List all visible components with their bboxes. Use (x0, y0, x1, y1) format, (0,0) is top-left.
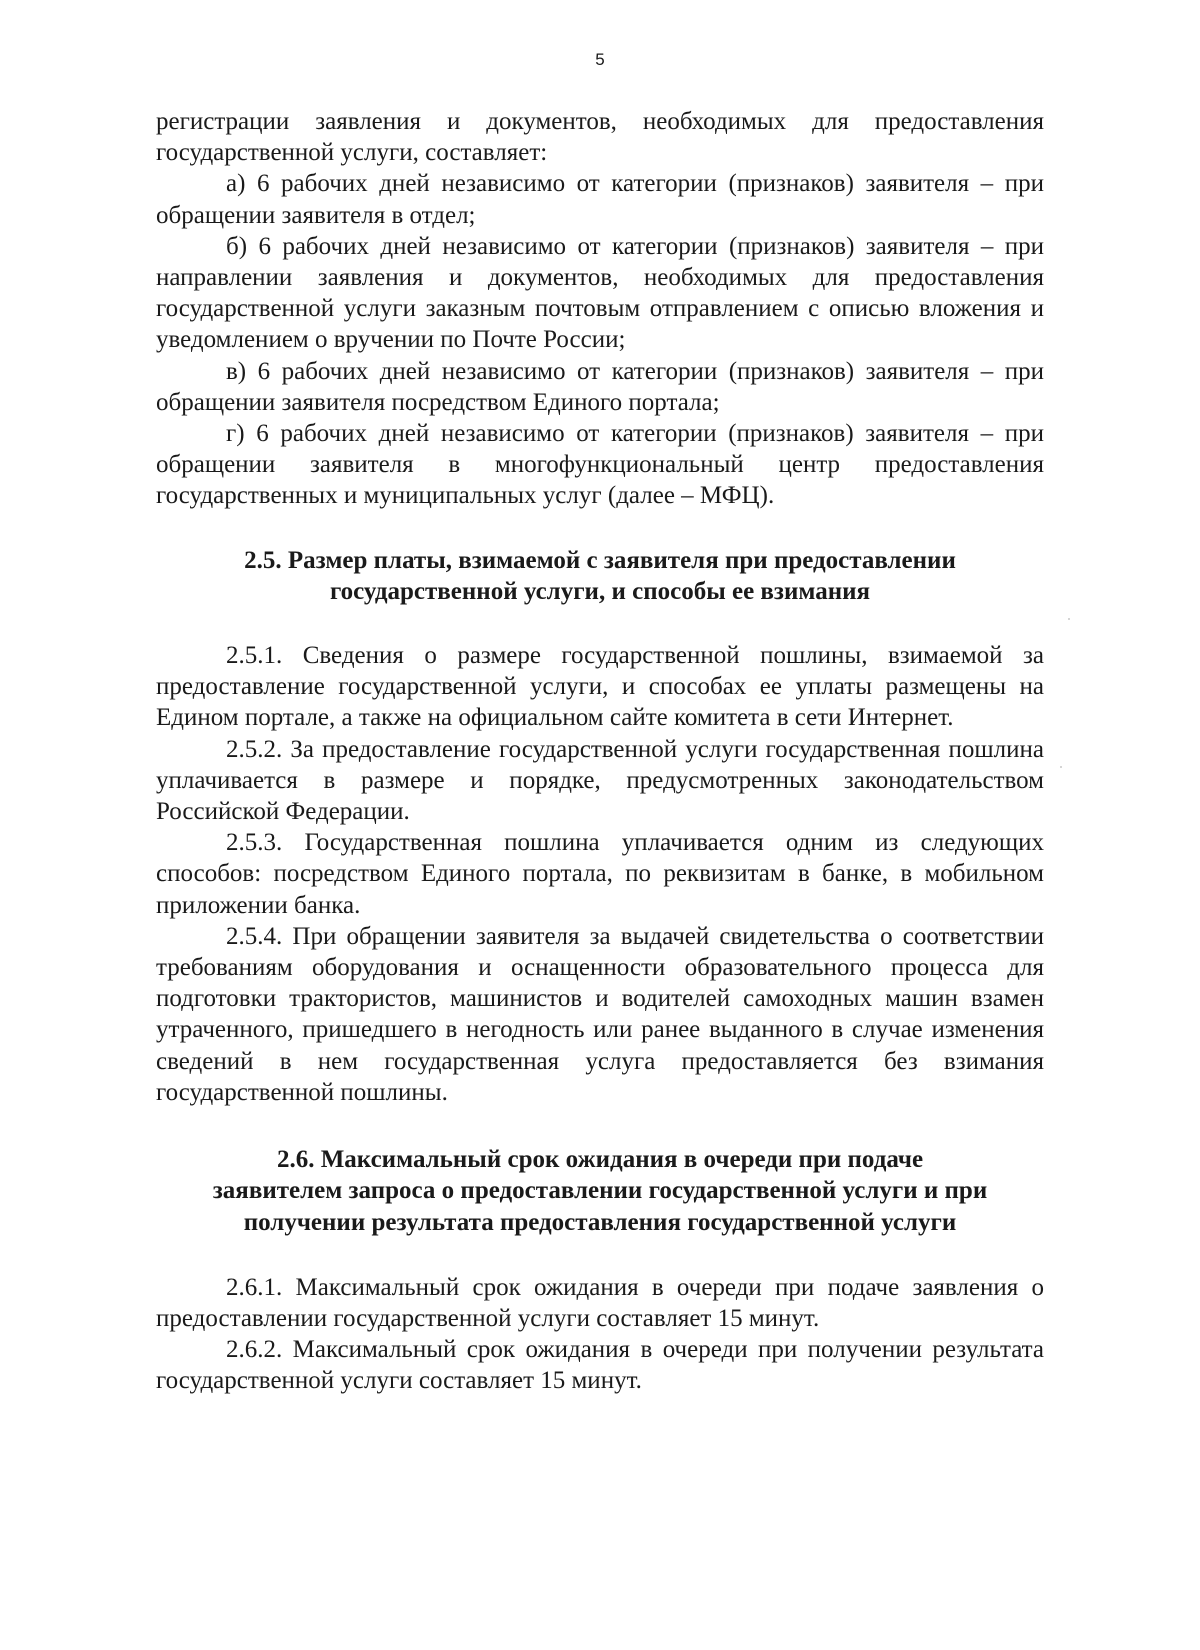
paragraph-item-b: б) 6 рабочих дней независимо от категории (признаков) заявителя – при направлении заявления и документов, необходимых для предоставления государственной услуги заказным почтовым отправлением с описью вложения и уведомлением о вручении по Почте России; (156, 232, 1044, 354)
paragraph-2-5-4: 2.5.4. При обращении заявителя за выдачей свидетельства о соответствии требованиям оборудования и оснащенности образовательного процесса для подготовки трактористов, машинистов и водителей самоходных машин взамен утраченного, пришедшего в негодность или ранее выданного в случае изменения сведений в нем государственная услуга предоставляется без взимания государственной пошлины. (156, 922, 1044, 1106)
section-heading-2-6 (156, 1144, 1044, 1238)
paragraph-2-6-1: 2.6.1. Максимальный срок ожидания в очереди при подаче заявления о предоставлении государственной услуги составляет 15 минут. (156, 1273, 1044, 1332)
heading-line: 2.5. Размер платы, взимаемой с заявителя при предоставлении (244, 546, 956, 574)
paragraph-item-v: в) 6 рабочих дней независимо от категории (признаков) заявителя – при обращении заявителя посредством Единого портала; (156, 357, 1044, 416)
paragraph-2-5-2: 2.5.2. За предоставление государственной услуги государственная пошлина уплачивается в размере и порядке, предусмотренных законодательством Российской Федерации. (156, 735, 1044, 826)
scan-speck (1068, 618, 1070, 620)
page-number: 5 (595, 50, 605, 69)
heading-line: 2.6. Максимальный срок ожидания в очереди при подаче (276, 1146, 924, 1174)
paragraph: регистрации заявления и документов, необходимых для предоставления государственной услуги, составляет: (156, 108, 1044, 167)
paragraph-2-6-2: 2.6.2. Максимальный срок ожидания в очереди при получении результата государственной услуги составляет 15 минут. (156, 1336, 1044, 1395)
paragraph-item-a: а) 6 рабочих дней независимо от категории (признаков) заявителя – при обращении заявителя в отдел; (156, 170, 1044, 229)
document-body (156, 106, 1044, 1397)
section-heading-2-5 (156, 545, 1044, 607)
heading-line: государственной услуги, и способы ее взимания (329, 577, 871, 605)
scan-speck (1060, 766, 1062, 768)
paragraph-2-5-3: 2.5.3. Государственная пошлина уплачивается одним из следующих способов: посредством Единого портала, по реквизитам в банке, в мобильном приложении банка. (156, 829, 1044, 919)
heading-line: заявителем запроса о предоставлении государственной услуги и при (212, 1177, 988, 1205)
heading-line: получении результата предоставления государственной услуги (243, 1208, 957, 1236)
paragraph-2-5-1: 2.5.1. Сведения о размере государственной пошлины, взимаемой за предоставление государственной услуги, и способах ее уплаты размещены на Едином портале, а также на официальном сайте комитета в сети Интернет. (156, 642, 1044, 732)
paragraph-item-g: г) 6 рабочих дней независимо от категории (признаков) заявителя – при обращении заявителя в многофункциональный центр предоставления государственных и муниципальных услуг (далее – МФЦ). (156, 420, 1044, 510)
